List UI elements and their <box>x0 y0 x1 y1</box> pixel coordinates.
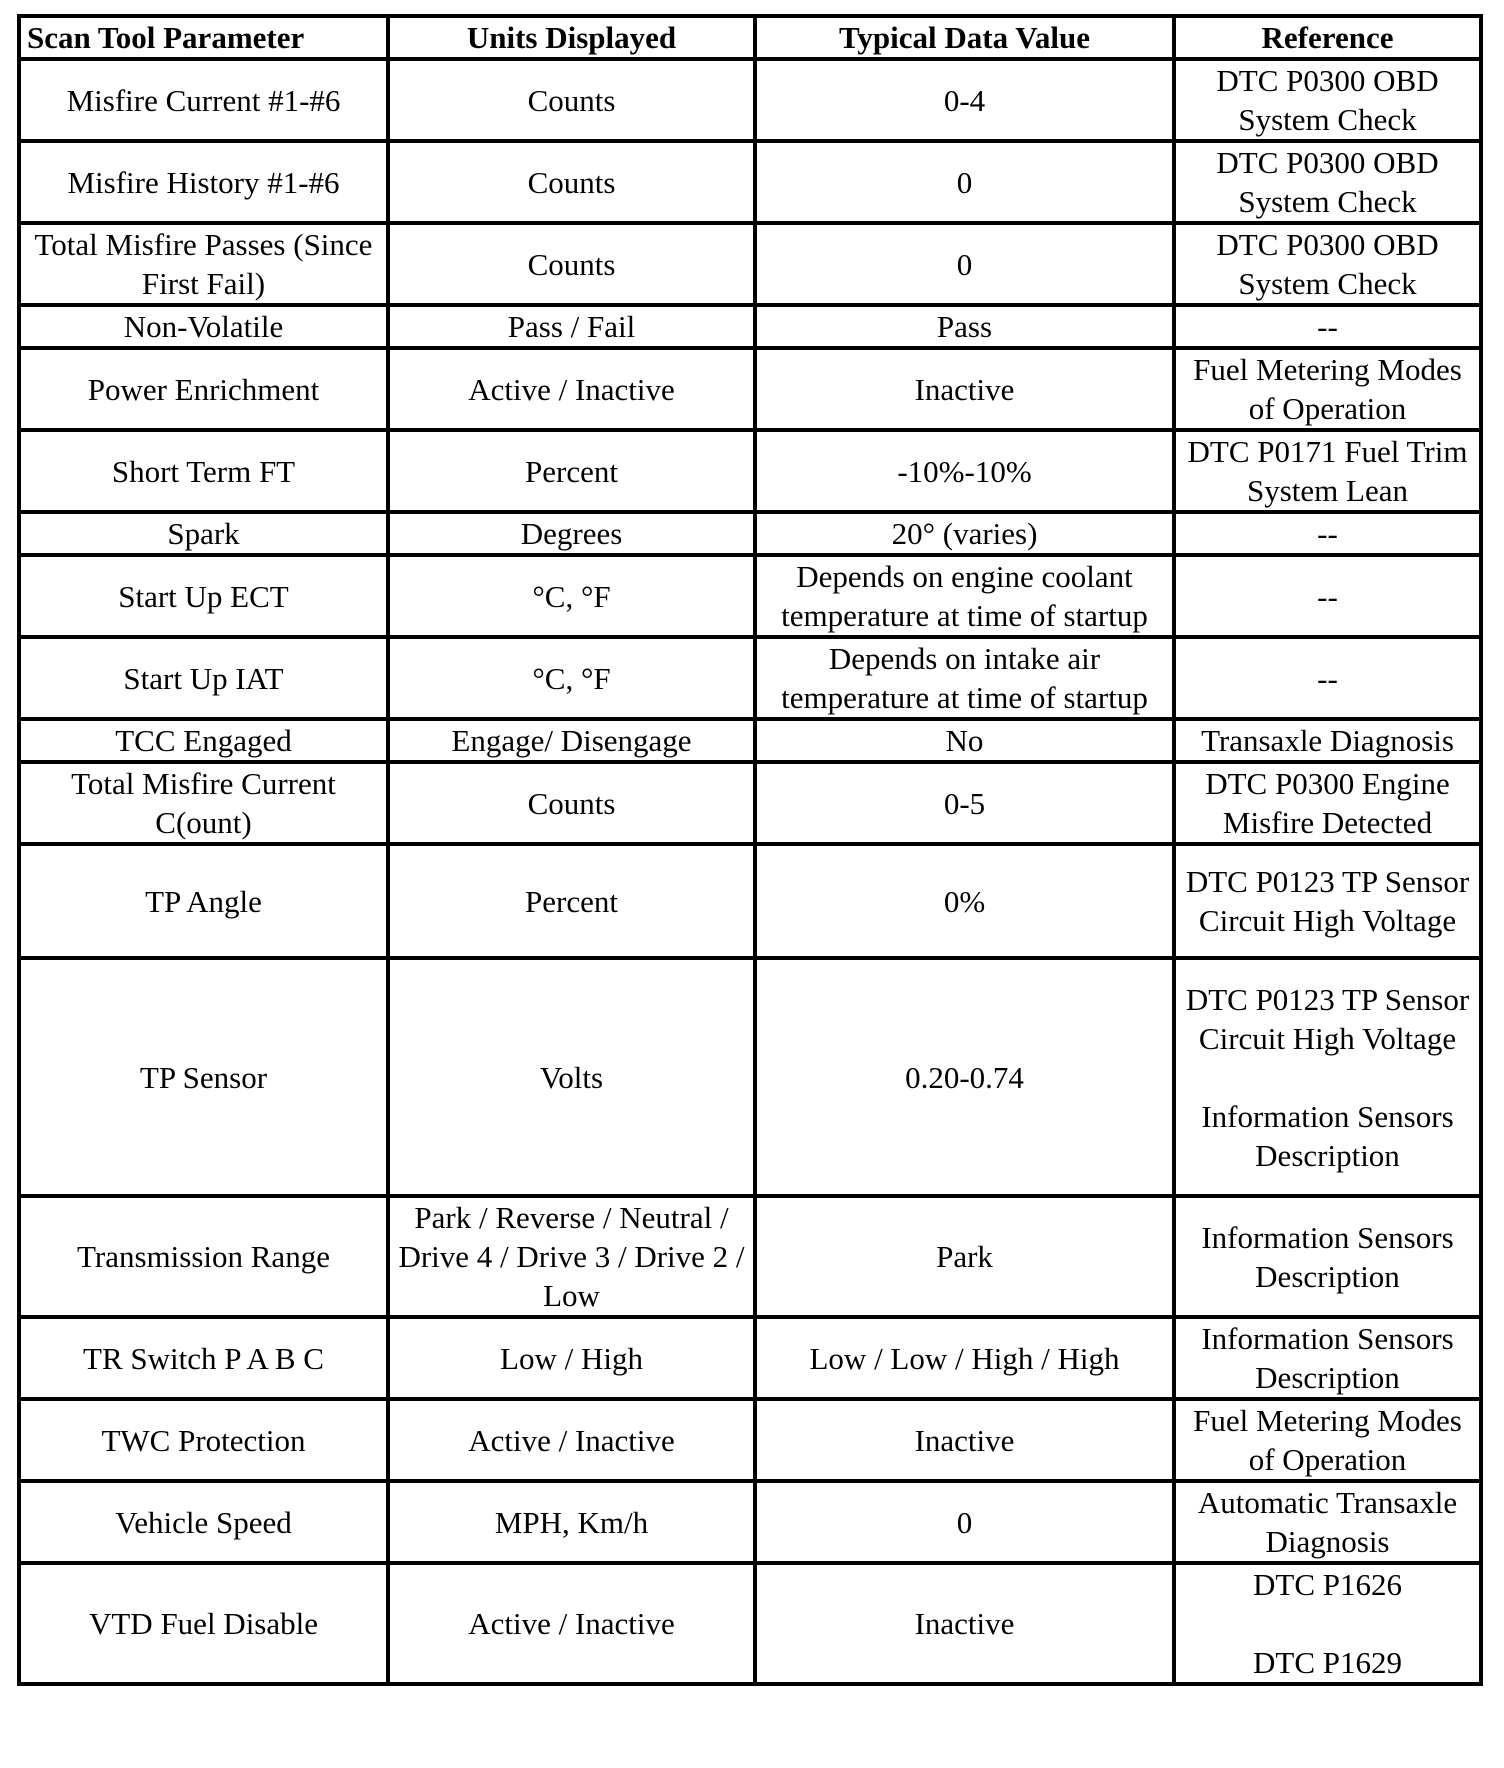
reference-cell: DTC P0300 OBD System Check <box>1174 59 1481 141</box>
table-row <box>19 348 1481 430</box>
typical-cell: 0 <box>755 223 1174 305</box>
typical-cell: -10%-10% <box>755 430 1174 512</box>
header-parameter: Scan Tool Parameter <box>19 16 388 59</box>
units-cell: Volts <box>388 958 755 1196</box>
typical-cell: No <box>755 719 1174 762</box>
parameter-cell: Start Up ECT <box>19 555 388 637</box>
reference-cell: Fuel Metering Modes of Operation <box>1174 1399 1481 1481</box>
typical-cell: 0-4 <box>755 59 1174 141</box>
units-cell: Percent <box>388 430 755 512</box>
typical-cell: Depends on engine coolant temperature at time of startup <box>755 555 1174 637</box>
reference-cell: DTC P0171 Fuel Trim System Lean <box>1174 430 1481 512</box>
units-cell: Low / High <box>388 1317 755 1399</box>
header-reference: Reference <box>1174 16 1481 59</box>
units-cell: Counts <box>388 59 755 141</box>
parameter-cell: Transmission Range <box>19 1196 388 1317</box>
units-cell: Counts <box>388 223 755 305</box>
reference-cell: -- <box>1174 512 1481 555</box>
units-cell: Active / Inactive <box>388 1563 755 1684</box>
header-units: Units Displayed <box>388 16 755 59</box>
reference-cell: Fuel Metering Modes of Operation <box>1174 348 1481 430</box>
table-row <box>19 1317 1481 1399</box>
parameter-cell: Vehicle Speed <box>19 1481 388 1563</box>
table-row <box>19 512 1481 555</box>
parameter-cell: TR Switch P A B C <box>19 1317 388 1399</box>
parameter-cell: Power Enrichment <box>19 348 388 430</box>
parameter-cell: Misfire Current #1-#6 <box>19 59 388 141</box>
parameter-cell: Total Misfire Current C(ount) <box>19 762 388 844</box>
parameter-cell: Misfire History #1-#6 <box>19 141 388 223</box>
units-cell: Percent <box>388 844 755 958</box>
table-row <box>19 555 1481 637</box>
parameter-cell: Spark <box>19 512 388 555</box>
typical-cell: Depends on intake air temperature at time of startup <box>755 637 1174 719</box>
typical-cell: Inactive <box>755 1399 1174 1481</box>
units-cell: Active / Inactive <box>388 1399 755 1481</box>
parameter-cell: TP Angle <box>19 844 388 958</box>
typical-cell: 0 <box>755 141 1174 223</box>
table-row <box>19 958 1481 1196</box>
reference-cell: Information Sensors Description <box>1174 1317 1481 1399</box>
parameter-cell: Non-Volatile <box>19 305 388 348</box>
reference-cell: DTC P0300 Engine Misfire Detected <box>1174 762 1481 844</box>
reference-line: DTC P1626 <box>1253 1567 1402 1602</box>
reference-cell: DTC P0123 TP Sensor Circuit High Voltage <box>1174 844 1481 958</box>
parameter-cell: Total Misfire Passes (Since First Fail) <box>19 223 388 305</box>
typical-cell: 0 <box>755 1481 1174 1563</box>
header-row <box>19 16 1481 59</box>
reference-line: Information Sensors Description <box>1201 1098 1454 1173</box>
table-row <box>19 1563 1481 1684</box>
typical-cell: Pass <box>755 305 1174 348</box>
reference-cell: Information Sensors Description <box>1174 1196 1481 1317</box>
reference-cell: Automatic Transaxle Diagnosis <box>1174 1481 1481 1563</box>
units-cell: °C, °F <box>388 555 755 637</box>
units-cell: Counts <box>388 762 755 844</box>
parameter-cell: TCC Engaged <box>19 719 388 762</box>
units-cell: Counts <box>388 141 755 223</box>
table-row <box>19 1399 1481 1481</box>
typical-cell: 0.20-0.74 <box>755 958 1174 1196</box>
header-typical: Typical Data Value <box>755 16 1174 59</box>
typical-cell: Park <box>755 1196 1174 1317</box>
table-row <box>19 305 1481 348</box>
typical-cell: Inactive <box>755 1563 1174 1684</box>
parameter-cell: TP Sensor <box>19 958 388 1196</box>
table-row <box>19 59 1481 141</box>
parameter-cell: Short Term FT <box>19 430 388 512</box>
parameter-cell: VTD Fuel Disable <box>19 1563 388 1684</box>
units-cell: MPH, Km/h <box>388 1481 755 1563</box>
reference-cell: -- <box>1174 305 1481 348</box>
typical-cell: Inactive <box>755 348 1174 430</box>
typical-cell: 0-5 <box>755 762 1174 844</box>
reference-cell <box>1174 958 1481 1196</box>
table-row <box>19 844 1481 958</box>
units-cell: Pass / Fail <box>388 305 755 348</box>
reference-line: DTC P0123 TP Sensor Circuit High Voltage <box>1185 981 1470 1056</box>
table-row <box>19 141 1481 223</box>
units-cell: Engage/ Disengage <box>388 719 755 762</box>
typical-cell: 0% <box>755 844 1174 958</box>
reference-line: DTC P1629 <box>1253 1645 1402 1680</box>
typical-cell: 20° (varies) <box>755 512 1174 555</box>
table-row <box>19 637 1481 719</box>
reference-cell: DTC P0300 OBD System Check <box>1174 223 1481 305</box>
parameter-cell: TWC Protection <box>19 1399 388 1481</box>
table-row <box>19 223 1481 305</box>
reference-cell: -- <box>1174 637 1481 719</box>
parameter-cell: Start Up IAT <box>19 637 388 719</box>
table-row <box>19 1481 1481 1563</box>
reference-cell: -- <box>1174 555 1481 637</box>
units-cell: Park / Reverse / Neutral / Drive 4 / Drive 3 / Drive 2 / Low <box>388 1196 755 1317</box>
typical-cell: Low / Low / High / High <box>755 1317 1174 1399</box>
reference-cell: DTC P0300 OBD System Check <box>1174 141 1481 223</box>
units-cell: °C, °F <box>388 637 755 719</box>
table-row <box>19 1196 1481 1317</box>
units-cell: Degrees <box>388 512 755 555</box>
table-row <box>19 430 1481 512</box>
units-cell: Active / Inactive <box>388 348 755 430</box>
reference-cell: Transaxle Diagnosis <box>1174 719 1481 762</box>
scan-tool-data-table <box>17 14 1483 1686</box>
table-row <box>19 762 1481 844</box>
table-row <box>19 719 1481 762</box>
reference-cell <box>1174 1563 1481 1684</box>
